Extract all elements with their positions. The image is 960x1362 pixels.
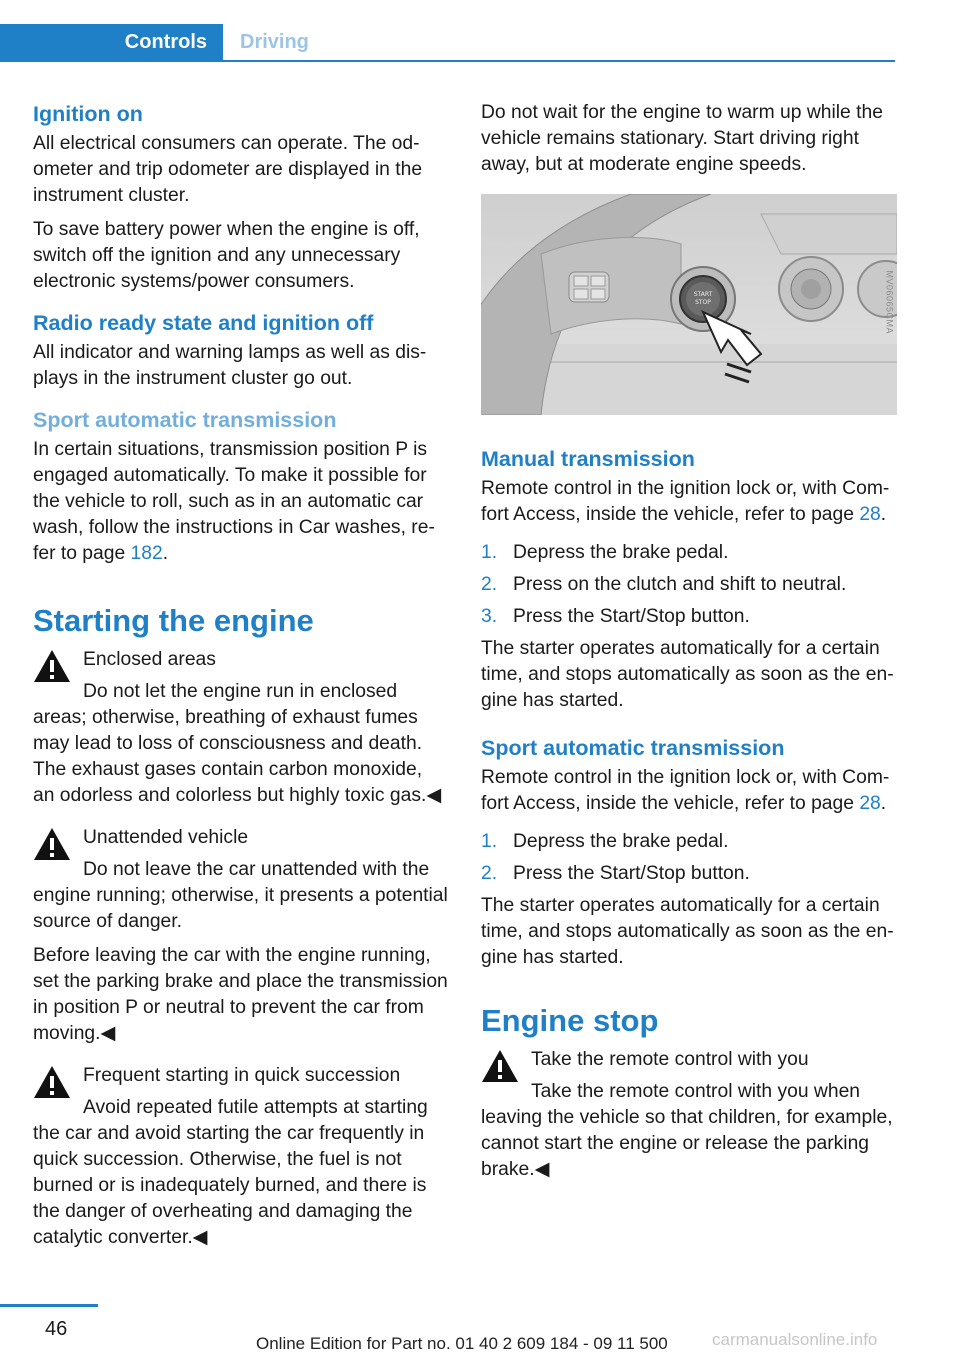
warning-title: Take the remote control with you: [531, 1049, 809, 1070]
footer-rule: [0, 1304, 98, 1307]
warning-body: Do not let the engine run in enclosed areas; otherwise, breathing of exhaust fumes may lead to loss of consciousness and death. The exhaust gases contain carbon monoxide, an odorless and colorless but highly toxic gas.◀: [33, 681, 442, 806]
ignition-on-text-2: To save battery power when the engine is off, switch off the ignition and any unnecessary electronic systems/power consumers.: [33, 219, 420, 292]
manual-starter-text: The starter operates automatically for a certain time, and stops automatically as soon as the engine has started.: [481, 638, 894, 711]
sport-auto-text: [33, 437, 448, 567]
leaving-car-text: Before leaving the car with the engine running, set the parking brake and place the transmission in position P or neutral to prevent the car from moving.◀: [33, 945, 448, 1044]
warning-triangle-icon: [33, 1065, 71, 1099]
step-text: Press the Start/Stop button.: [513, 863, 750, 884]
page-number: 46: [45, 1318, 68, 1340]
warning-body: Take the remote control with you when leaving the vehicle so that children, for example, cannot start the engine or release the parking brake.◀: [481, 1081, 893, 1180]
step-number: 1.: [481, 831, 498, 852]
sport-auto-text-end: .: [162, 543, 169, 564]
heading-starting-engine: Starting the engine: [33, 603, 314, 638]
warning-triangle-icon: [481, 1049, 519, 1083]
page-header: [0, 0, 960, 62]
sport-starter-text: The starter operates automatically for a certain time, and stops automatically as soon as the engine has started.: [481, 895, 894, 968]
step-number: 2.: [481, 863, 498, 884]
list-item: [481, 540, 896, 566]
warning-body: Do not leave the car unattended with the engine running; otherwise, it presents a potential source of danger.: [33, 859, 448, 932]
page-link-28-b[interactable]: 28: [859, 793, 881, 814]
warning-title: Frequent starting in quick succession: [83, 1065, 401, 1086]
warning-frequent-starting: [33, 1063, 448, 1251]
sport-remote-text: [481, 765, 896, 817]
manual-remote-text: [481, 476, 896, 528]
svg-text:START: START: [693, 291, 713, 298]
heading-radio-ready: Radio ready state and ignition off: [33, 311, 374, 335]
manual-remote-end: .: [880, 504, 887, 525]
steering-wheel-illustration: [481, 194, 897, 415]
list-item: [481, 572, 896, 598]
step-number: 1.: [481, 542, 498, 563]
warning-triangle-icon: [33, 649, 71, 683]
svg-text:STOP: STOP: [695, 299, 711, 306]
right-column: [481, 100, 896, 1183]
heading-engine-stop: Engine stop: [481, 1003, 659, 1038]
heading-manual-transmission: Manual transmission: [481, 447, 695, 471]
list-item: [481, 829, 896, 855]
tab-driving[interactable]: Driving: [240, 31, 309, 53]
site-watermark: carmanualsonline.info: [712, 1330, 878, 1349]
start-stop-button-photo: [481, 194, 897, 415]
step-number: 3.: [481, 606, 498, 627]
edition-text: Online Edition for Part no. 01 40 2 609 184 - 09 11 500: [256, 1334, 668, 1353]
warning-title: Unattended vehicle: [83, 827, 249, 848]
sport-auto-text-body: In certain situations, transmission position P is engaged automatically. To make it possible for the vehicle to roll, such as in an automatic car wash, follow the instructions in Car washes, refer to page: [33, 439, 435, 564]
warning-enclosed-areas: [33, 647, 448, 809]
heading-sport-auto-left: Sport automatic transmission: [33, 408, 337, 432]
sport-remote-end: .: [880, 793, 887, 814]
sport-remote-body: Remote control in the ignition lock or, with Comfort Access, inside the vehicle, refer to page: [481, 767, 890, 814]
list-item: [481, 604, 896, 630]
warning-remote-control: [481, 1047, 896, 1183]
heading-ignition-on: Ignition on: [33, 102, 143, 126]
manual-remote-body: Remote control in the ignition lock or, with Comfort Access, inside the vehicle, refer to page: [481, 478, 890, 525]
step-text: Depress the brake pedal.: [513, 831, 729, 852]
warm-up-text: Do not wait for the engine to warm up while the vehicle remains stationary. Start driving right away, but at moderate engine speeds.: [481, 102, 883, 175]
step-number: 2.: [481, 574, 498, 595]
warning-unattended-vehicle: [33, 825, 448, 935]
warning-triangle-icon: [33, 827, 71, 861]
left-column: [33, 100, 448, 1251]
radio-ready-text: All indicator and warning lamps as well as displays in the instrument cluster go out.: [33, 342, 427, 389]
image-code: MV06065CMA: [885, 270, 895, 334]
sport-steps: [481, 829, 896, 887]
list-item: [481, 861, 896, 887]
tab-controls[interactable]: Controls: [0, 24, 223, 62]
step-text: Press the Start/Stop button.: [513, 606, 750, 627]
heading-sport-auto-right: Sport automatic transmission: [481, 736, 785, 760]
step-text: Press on the clutch and shift to neutral.: [513, 574, 847, 595]
ignition-on-text-1: All electrical consumers can operate. The odometer and trip odometer are displayed in the instrument cluster.: [33, 133, 423, 206]
page-link-28[interactable]: 28: [859, 504, 881, 525]
warning-title: Enclosed areas: [83, 649, 216, 670]
warning-body: Avoid repeated futile attempts at starting the car and avoid starting the car frequently in quick succession. Otherwise, the fuel is not burned or is inadequately burned, and there is the danger of overheating and damaging the catalytic converter.◀: [33, 1097, 428, 1248]
manual-steps: [481, 540, 896, 630]
header-rule: [0, 60, 895, 62]
step-text: Depress the brake pedal.: [513, 542, 729, 563]
page-link-182[interactable]: 182: [130, 543, 163, 564]
